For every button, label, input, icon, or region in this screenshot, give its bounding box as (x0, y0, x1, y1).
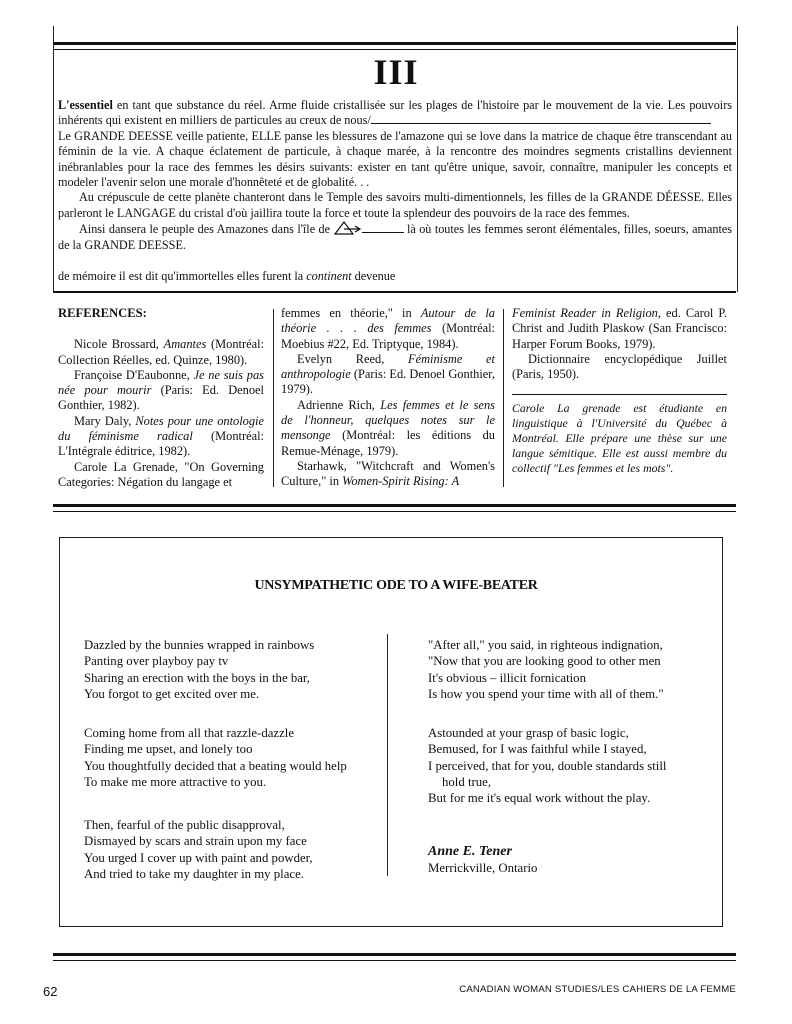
page-number: 62 (43, 984, 58, 999)
poem-location: Merrickville, Ontario (428, 861, 538, 876)
references-rule-thin (53, 511, 736, 512)
reference-la-grenade-start: Carole La Grenade, "On Governing Categories: Négation du langage et (58, 459, 264, 489)
poem-stanza-1: Dazzled by the bunnies wrapped in rainbows Panting over playboy pay tv Sharing an erection with the boys in the bar, You forgot to get excited over me. (84, 638, 315, 701)
reference-deaubonne: Françoise D'Eaubonne, Je ne suis pas née pour mourir (Paris: Ed. Denoel Gonthier, 1982). (58, 367, 264, 413)
references-heading: REFERENCES: (58, 306, 147, 320)
poem-stanza-4: "After all," you said, in righteous indignation, "Now that you are looking good to other men It's obvious – illicit fornication Is how you spend your time with all of them." (428, 638, 664, 701)
bottom-rule-thin (53, 960, 736, 961)
poem-column-divider (387, 634, 388, 876)
references-column-2 (281, 306, 495, 490)
poem-stanza-5: Astounded at your grasp of basic logic, Bemused, for I was faithful while I stayed, I perceived, that for you, double standards still hold true, But for me it's equal work without the play. (428, 726, 667, 806)
poem-author: Anne E. Tener (428, 844, 512, 859)
blank-line-short (362, 222, 404, 233)
reference-daly: Mary Daly, Notes pour une ontologie du féminisme radical (Montréal: L'Intégrale éditrice, 1982). (58, 413, 264, 459)
references-column-1 (58, 306, 264, 490)
column-divider-2 (503, 309, 504, 487)
references-column-3 (512, 306, 727, 476)
paragraph-memoire: de mémoire il est dit qu'immortelles elles furent la continent devenue (58, 269, 396, 284)
bio-divider (512, 394, 727, 395)
reference-rich: Adrienne Rich, Les femmes et le sens de l'honneur, quelques notes sur le mensonge (Montréal: les éditions du Remue-Ménage, 1979). (281, 397, 495, 458)
journal-title: CANADIAN WOMAN STUDIES/LES CAHIERS DE LA FEMME (459, 984, 736, 995)
paragraph-amazones: Ainsi dansera le peuple des Amazones dans l'île de là où toutes les femmes seront élémentales, filles, soeurs, amantes de la GRANDE DEESSE. (58, 222, 733, 252)
reference-brossard: Nicole Brossard, Amantes (Montréal: Collection Réelles, ed. Quinze, 1980). (58, 337, 265, 367)
references-rule-thick (53, 504, 736, 507)
reference-starhawk-cont: Feminist Reader in Religion, ed. Carol P. Christ and Judith Plaskow (San Francisco: Harper Forum Books, 1979). (512, 306, 728, 351)
poem-stanza-3: Then, fearful of the public disapproval, Dismayed by scars and strain upon my face You urged I cover up with paint and powder, And tried to take my daughter in my place. (84, 818, 313, 881)
column-divider-1 (273, 309, 274, 487)
poem-stanza-2: Coming home from all that razzle-dazzle Finding me upset, and lonely too You thoughtfully decided that a beating would help To make me more attractive to you. (84, 726, 347, 789)
section-body (58, 98, 732, 284)
triangle-arrow-icon (334, 221, 362, 235)
section-numeral: III (373, 52, 419, 92)
poem-title: UNSYMPATHETIC ODE TO A WIFE-BEATER (254, 578, 538, 593)
paragraph-grande-deesse: Le GRANDE DEESSE veille patiente, ELLE panse les blessures de l'amazone qui se love dans la matrice de chaque être transcendant au féminin de la vie. A chaque éclatement de particule, à chaque marée, à la rencontre des moindres segments cristallins deviennent inébranlables pour la race des femmes les désirs suivants: exister en tant qu'être unique, savoir, connaître, manipuler les concepts et modeler l'avenir selon une morale d'honnêteté et de globalité. . . (58, 128, 732, 190)
bottom-rule-thick (53, 953, 736, 956)
author-bio: Carole La grenade est étudiante en linguistique à l'Université du Québec à Montréal. Elle prépare une thèse sur une langue sémitique. Elle est aussi membre du collectif "Les femmes et les mots". (512, 401, 727, 476)
reference-starhawk-start: Starhawk, "Witchcraft and Women's Culture," in Women-Spirit Rising: A (281, 458, 495, 489)
section-bottom-rule (53, 291, 736, 293)
reference-dictionnaire: Dictionnaire encyclopédique Juillet (Paris, 1950). (512, 351, 727, 382)
paragraph-essentiel: L'essentiel en tant que substance du réel. Arme fluide cristallisée sur les plages de l'histoire par le mouvement de la vie. Les pouvoirs inhérents qui existent en milliers de particules au creux de nous/ (58, 98, 732, 128)
blank-line (371, 113, 711, 124)
poem-signature (428, 844, 537, 877)
reference-la-grenade-cont: femmes en théorie," in Autour de la théorie . . . des femmes (Montréal: Moebius #22, Ed. Triptyque, 1984). (281, 306, 495, 351)
paragraph-crepuscule: Au crépuscule de cette planète chanteront dans le Temple des savoirs multi-dimentionnels, les filles de la GRANDE DÉESSE. Elles parleront le LANGAGE du cristal d'où jaillira toute la force et toute la splendeur des pouvoirs de la race des femmes. (58, 190, 732, 220)
reference-reed: Evelyn Reed, Féminisme et anthropologie (Paris: Ed. Denoel Gonthier, 1979). (281, 351, 495, 397)
